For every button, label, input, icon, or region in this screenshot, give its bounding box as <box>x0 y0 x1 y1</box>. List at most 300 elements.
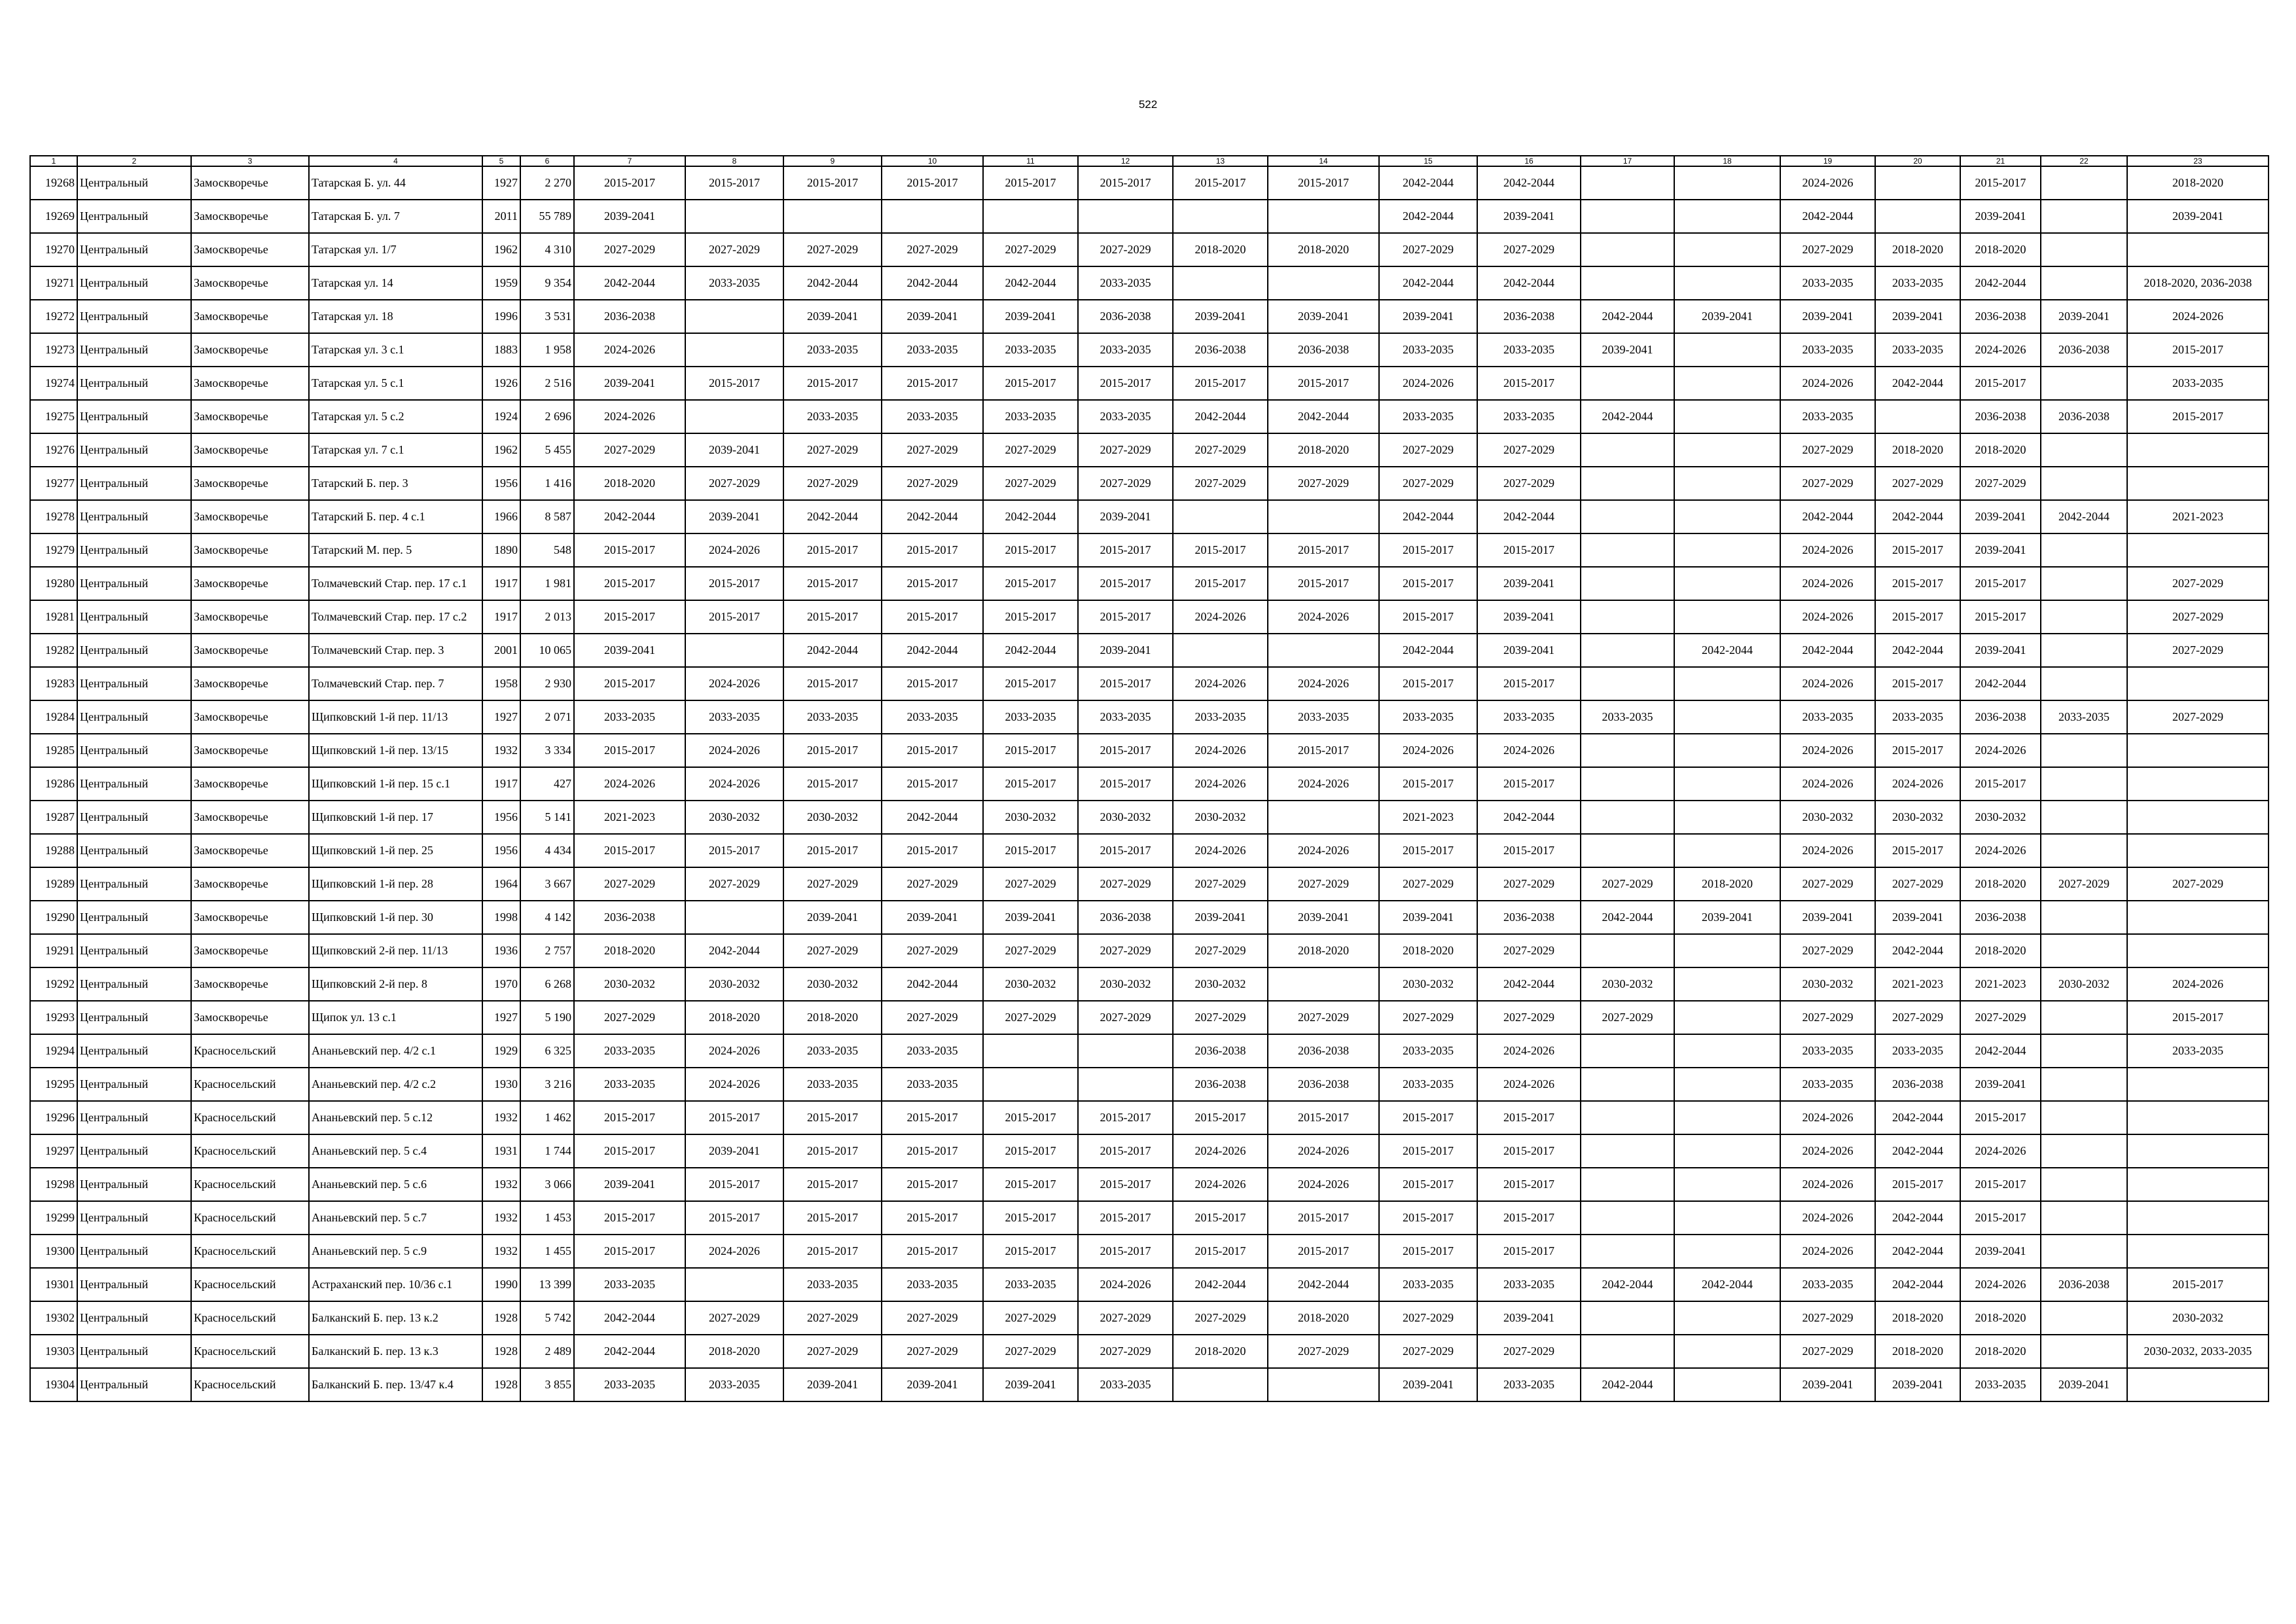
table-cell-col-8: 2024-2026 <box>685 734 783 767</box>
table-cell-col-4: Ананьевский пер. 5 с.6 <box>309 1168 482 1201</box>
table-row <box>30 834 2269 867</box>
table-cell-col-13: 2027-2029 <box>1173 1301 1268 1335</box>
table-cell-col-22: 2033-2035 <box>2041 700 2127 734</box>
table-cell-col-3: Замоскворечье <box>191 467 309 500</box>
table-cell-col-5: 1956 <box>482 467 520 500</box>
table-cell-col-22 <box>2041 266 2127 300</box>
column-number-2: 2 <box>77 156 191 166</box>
table-cell-col-23: 2024-2026 <box>2127 967 2269 1001</box>
column-number-19: 19 <box>1780 156 1875 166</box>
table-row <box>30 567 2269 600</box>
table-cell-col-9: 2015-2017 <box>783 367 882 400</box>
table-cell-col-10: 2027-2029 <box>882 1335 983 1368</box>
table-cell-col-1: 19289 <box>30 867 77 901</box>
table-cell-col-12: 2015-2017 <box>1078 1101 1173 1134</box>
table-cell-col-15: 2033-2035 <box>1379 700 1477 734</box>
table-cell-col-8: 2015-2017 <box>685 834 783 867</box>
table-cell-col-2: Центральный <box>77 266 191 300</box>
table-cell-col-18: 2039-2041 <box>1674 300 1780 333</box>
table-cell-col-21: 2039-2041 <box>1960 533 2041 567</box>
table-cell-col-9: 2015-2017 <box>783 734 882 767</box>
table-cell-col-11: 2027-2029 <box>983 233 1078 266</box>
table-cell-col-13: 2030-2032 <box>1173 801 1268 834</box>
table-cell-col-16: 2039-2041 <box>1477 634 1581 667</box>
table-cell-col-6: 8 587 <box>520 500 574 533</box>
table-cell-col-22 <box>2041 200 2127 233</box>
table-cell-col-1: 19278 <box>30 500 77 533</box>
table-cell-col-1: 19299 <box>30 1201 77 1235</box>
table-cell-col-3: Замоскворечье <box>191 667 309 700</box>
table-cell-col-6: 2 516 <box>520 367 574 400</box>
table-cell-col-21: 2015-2017 <box>1960 1201 2041 1235</box>
table-cell-col-21: 2021-2023 <box>1960 967 2041 1001</box>
table-cell-col-9: 2027-2029 <box>783 233 882 266</box>
table-cell-col-3: Замоскворечье <box>191 500 309 533</box>
table-cell-col-1: 19268 <box>30 166 77 200</box>
table-cell-col-4: Щипковский 2-й пер. 11/13 <box>309 934 482 967</box>
table-cell-col-21: 2015-2017 <box>1960 367 2041 400</box>
table-cell-col-9: 2027-2029 <box>783 1335 882 1368</box>
table-cell-col-9: 2015-2017 <box>783 600 882 634</box>
table-cell-col-2: Центральный <box>77 867 191 901</box>
table-cell-col-12: 2027-2029 <box>1078 1335 1173 1368</box>
table-cell-col-8: 2039-2041 <box>685 500 783 533</box>
table-cell-col-18 <box>1674 1101 1780 1134</box>
table-cell-col-11: 2015-2017 <box>983 1201 1078 1235</box>
table-cell-col-14: 2018-2020 <box>1268 233 1379 266</box>
table-cell-col-5: 1927 <box>482 1001 520 1034</box>
column-number-11: 11 <box>983 156 1078 166</box>
table-cell-col-4: Астраханский пер. 10/36 с.1 <box>309 1268 482 1301</box>
table-cell-col-15: 2033-2035 <box>1379 1034 1477 1068</box>
table-cell-col-20: 2018-2020 <box>1875 433 1960 467</box>
table-cell-col-10: 2027-2029 <box>882 1001 983 1034</box>
table-cell-col-18 <box>1674 667 1780 700</box>
table-row <box>30 1168 2269 1201</box>
table-cell-col-14: 2036-2038 <box>1268 1068 1379 1101</box>
table-cell-col-22 <box>2041 634 2127 667</box>
table-cell-col-6: 2 071 <box>520 700 574 734</box>
table-cell-col-12 <box>1078 1034 1173 1068</box>
table-cell-col-9: 2042-2044 <box>783 500 882 533</box>
table-cell-col-13: 2027-2029 <box>1173 867 1268 901</box>
table-cell-col-21: 2039-2041 <box>1960 1068 2041 1101</box>
table-cell-col-2: Центральный <box>77 1168 191 1201</box>
table-cell-col-13: 2015-2017 <box>1173 1201 1268 1235</box>
table-cell-col-16: 2033-2035 <box>1477 333 1581 367</box>
table-cell-col-6: 1 981 <box>520 567 574 600</box>
table-cell-col-11: 2015-2017 <box>983 767 1078 801</box>
table-cell-col-14 <box>1268 634 1379 667</box>
table-cell-col-16: 2042-2044 <box>1477 801 1581 834</box>
table-cell-col-22 <box>2041 166 2127 200</box>
table-cell-col-20: 2039-2041 <box>1875 901 1960 934</box>
table-cell-col-12: 2036-2038 <box>1078 300 1173 333</box>
table-cell-col-19: 2033-2035 <box>1780 700 1875 734</box>
table-cell-col-4: Татарская Б. ул. 7 <box>309 200 482 233</box>
table-cell-col-7: 2039-2041 <box>574 200 685 233</box>
table-cell-col-17 <box>1581 200 1674 233</box>
table-cell-col-19: 2027-2029 <box>1780 1301 1875 1335</box>
table-cell-col-10: 2039-2041 <box>882 1368 983 1401</box>
table-cell-col-7: 2042-2044 <box>574 1335 685 1368</box>
table-cell-col-19: 2027-2029 <box>1780 1335 1875 1368</box>
table-cell-col-18 <box>1674 400 1780 433</box>
table-cell-col-1: 19270 <box>30 233 77 266</box>
table-cell-col-9: 2027-2029 <box>783 867 882 901</box>
table-cell-col-19: 2024-2026 <box>1780 734 1875 767</box>
table-cell-col-2: Центральный <box>77 934 191 967</box>
table-cell-col-18 <box>1674 700 1780 734</box>
table-cell-col-19: 2027-2029 <box>1780 867 1875 901</box>
table-cell-col-23 <box>2127 767 2269 801</box>
table-cell-col-1: 19297 <box>30 1134 77 1168</box>
table-cell-col-2: Центральный <box>77 433 191 467</box>
table-cell-col-20: 2018-2020 <box>1875 1301 1960 1335</box>
column-number-row <box>30 156 2269 166</box>
table-cell-col-21: 2039-2041 <box>1960 200 2041 233</box>
column-number-7: 7 <box>574 156 685 166</box>
table-cell-col-10: 2033-2035 <box>882 400 983 433</box>
table-cell-col-11 <box>983 1068 1078 1101</box>
table-cell-col-9: 2030-2032 <box>783 967 882 1001</box>
table-cell-col-12: 2027-2029 <box>1078 433 1173 467</box>
table-cell-col-12: 2015-2017 <box>1078 1134 1173 1168</box>
table-cell-col-13: 2027-2029 <box>1173 433 1268 467</box>
table-cell-col-20: 2015-2017 <box>1875 600 1960 634</box>
table-cell-col-23: 2027-2029 <box>2127 567 2269 600</box>
table-cell-col-14: 2033-2035 <box>1268 700 1379 734</box>
table-cell-col-5: 1936 <box>482 934 520 967</box>
table-cell-col-9: 2039-2041 <box>783 1368 882 1401</box>
table-cell-col-5: 1970 <box>482 967 520 1001</box>
table-cell-col-10: 2027-2029 <box>882 433 983 467</box>
table-cell-col-3: Красносельский <box>191 1134 309 1168</box>
table-cell-col-18 <box>1674 533 1780 567</box>
table-cell-col-4: Татарская ул. 1/7 <box>309 233 482 266</box>
table-cell-col-1: 19281 <box>30 600 77 634</box>
table-cell-col-3: Замоскворечье <box>191 700 309 734</box>
table-cell-col-8: 2027-2029 <box>685 867 783 901</box>
table-cell-col-7: 2027-2029 <box>574 867 685 901</box>
table-cell-col-14 <box>1268 967 1379 1001</box>
table-cell-col-2: Центральный <box>77 467 191 500</box>
table-cell-col-15: 2030-2032 <box>1379 967 1477 1001</box>
table-cell-col-8 <box>685 400 783 433</box>
table-cell-col-19: 2042-2044 <box>1780 634 1875 667</box>
table-cell-col-10: 2015-2017 <box>882 166 983 200</box>
table-cell-col-16: 2036-2038 <box>1477 300 1581 333</box>
table-cell-col-14: 2015-2017 <box>1268 367 1379 400</box>
table-cell-col-1: 19282 <box>30 634 77 667</box>
table-cell-col-22 <box>2041 1201 2127 1235</box>
table-cell-col-5: 1998 <box>482 901 520 934</box>
table-cell-col-21: 2036-2038 <box>1960 400 2041 433</box>
table-cell-col-6: 4 434 <box>520 834 574 867</box>
table-cell-col-23: 2015-2017 <box>2127 1001 2269 1034</box>
table-cell-col-1: 19275 <box>30 400 77 433</box>
table-cell-col-13: 2042-2044 <box>1173 400 1268 433</box>
table-cell-col-21: 2039-2041 <box>1960 1235 2041 1268</box>
table-cell-col-6: 5 141 <box>520 801 574 834</box>
table-cell-col-11: 2015-2017 <box>983 533 1078 567</box>
table-cell-col-22 <box>2041 1301 2127 1335</box>
table-cell-col-7: 2015-2017 <box>574 1201 685 1235</box>
table-row <box>30 1134 2269 1168</box>
table-cell-col-14: 2024-2026 <box>1268 667 1379 700</box>
table-cell-col-4: Татарская ул. 7 с.1 <box>309 433 482 467</box>
table-cell-col-3: Замоскворечье <box>191 801 309 834</box>
table-cell-col-6: 6 268 <box>520 967 574 1001</box>
table-cell-col-2: Центральный <box>77 166 191 200</box>
table-cell-col-8: 2030-2032 <box>685 967 783 1001</box>
table-cell-col-22 <box>2041 834 2127 867</box>
table-cell-col-7: 2024-2026 <box>574 400 685 433</box>
table-cell-col-9: 2015-2017 <box>783 1201 882 1235</box>
table-cell-col-7: 2015-2017 <box>574 533 685 567</box>
table-cell-col-9: 2039-2041 <box>783 300 882 333</box>
table-cell-col-10: 2033-2035 <box>882 1034 983 1068</box>
table-cell-col-7: 2015-2017 <box>574 734 685 767</box>
table-cell-col-17 <box>1581 1068 1674 1101</box>
table-cell-col-7: 2027-2029 <box>574 233 685 266</box>
table-cell-col-2: Центральный <box>77 1101 191 1134</box>
table-cell-col-1: 19269 <box>30 200 77 233</box>
table-cell-col-3: Замоскворечье <box>191 834 309 867</box>
column-number-12: 12 <box>1078 156 1173 166</box>
table-cell-col-6: 1 958 <box>520 333 574 367</box>
table-cell-col-16: 2024-2026 <box>1477 1068 1581 1101</box>
table-cell-col-6: 2 930 <box>520 667 574 700</box>
table-cell-col-7: 2042-2044 <box>574 1301 685 1335</box>
table-cell-col-7: 2021-2023 <box>574 801 685 834</box>
table-cell-col-4: Щипковский 1-й пер. 30 <box>309 901 482 934</box>
table-cell-col-20: 2015-2017 <box>1875 567 1960 600</box>
table-cell-col-16: 2015-2017 <box>1477 367 1581 400</box>
table-cell-col-17 <box>1581 1101 1674 1134</box>
table-cell-col-1: 19287 <box>30 801 77 834</box>
table-cell-col-23 <box>2127 1235 2269 1268</box>
table-cell-col-4: Татарская ул. 18 <box>309 300 482 333</box>
table-cell-col-12: 2027-2029 <box>1078 867 1173 901</box>
table-cell-col-14: 2015-2017 <box>1268 1201 1379 1235</box>
table-cell-col-12: 2015-2017 <box>1078 1201 1173 1235</box>
table-cell-col-10: 2015-2017 <box>882 767 983 801</box>
table-cell-col-17: 2039-2041 <box>1581 333 1674 367</box>
table-cell-col-1: 19274 <box>30 367 77 400</box>
table-cell-col-20: 2015-2017 <box>1875 834 1960 867</box>
table-cell-col-21: 2018-2020 <box>1960 433 2041 467</box>
table-cell-col-2: Центральный <box>77 1034 191 1068</box>
table-cell-col-5: 1932 <box>482 734 520 767</box>
table-cell-col-3: Замоскворечье <box>191 734 309 767</box>
table-cell-col-11: 2033-2035 <box>983 400 1078 433</box>
table-cell-col-23: 2024-2026 <box>2127 300 2269 333</box>
table-cell-col-1: 19301 <box>30 1268 77 1301</box>
table-cell-col-10: 2015-2017 <box>882 1168 983 1201</box>
table-cell-col-17 <box>1581 1201 1674 1235</box>
page-number: 522 <box>1138 98 1158 111</box>
table-cell-col-13: 2015-2017 <box>1173 567 1268 600</box>
table-cell-col-19: 2039-2041 <box>1780 901 1875 934</box>
table-cell-col-16: 2042-2044 <box>1477 266 1581 300</box>
table-cell-col-2: Центральный <box>77 1368 191 1401</box>
table-cell-col-13: 2024-2026 <box>1173 1168 1268 1201</box>
table-cell-col-5: 1917 <box>482 567 520 600</box>
table-cell-col-3: Замоскворечье <box>191 166 309 200</box>
table-cell-col-22 <box>2041 1068 2127 1101</box>
table-cell-col-19: 2024-2026 <box>1780 667 1875 700</box>
table-cell-col-14: 2015-2017 <box>1268 734 1379 767</box>
table-cell-col-17 <box>1581 1335 1674 1368</box>
table-cell-col-19: 2042-2044 <box>1780 500 1875 533</box>
table-cell-col-7: 2015-2017 <box>574 667 685 700</box>
table-cell-col-1: 19279 <box>30 533 77 567</box>
table-cell-col-9: 2018-2020 <box>783 1001 882 1034</box>
table-cell-col-22 <box>2041 367 2127 400</box>
table-cell-col-23 <box>2127 734 2269 767</box>
table-cell-col-18 <box>1674 567 1780 600</box>
table-cell-col-19: 2030-2032 <box>1780 967 1875 1001</box>
table-cell-col-8: 2027-2029 <box>685 233 783 266</box>
table-cell-col-9: 2015-2017 <box>783 834 882 867</box>
table-row <box>30 1001 2269 1034</box>
table-cell-col-8 <box>685 200 783 233</box>
table-cell-col-12: 2033-2035 <box>1078 400 1173 433</box>
table-cell-col-2: Центральный <box>77 200 191 233</box>
table-row <box>30 634 2269 667</box>
table-cell-col-23 <box>2127 433 2269 467</box>
table-cell-col-22 <box>2041 467 2127 500</box>
table-cell-col-6: 3 531 <box>520 300 574 333</box>
table-cell-col-23: 2027-2029 <box>2127 700 2269 734</box>
table-cell-col-21: 2036-2038 <box>1960 700 2041 734</box>
column-number-15: 15 <box>1379 156 1477 166</box>
table-cell-col-6: 2 489 <box>520 1335 574 1368</box>
table-cell-col-17 <box>1581 567 1674 600</box>
table-cell-col-11: 2015-2017 <box>983 166 1078 200</box>
table-cell-col-17 <box>1581 533 1674 567</box>
table-cell-col-5: 1927 <box>482 700 520 734</box>
table-cell-col-15: 2024-2026 <box>1379 734 1477 767</box>
table-cell-col-15: 2027-2029 <box>1379 467 1477 500</box>
table-cell-col-2: Центральный <box>77 1301 191 1335</box>
table-cell-col-20: 2033-2035 <box>1875 700 1960 734</box>
table-cell-col-4: Татарская ул. 5 с.1 <box>309 367 482 400</box>
table-cell-col-3: Замоскворечье <box>191 634 309 667</box>
table-cell-col-17: 2042-2044 <box>1581 901 1674 934</box>
table-cell-col-15: 2039-2041 <box>1379 1368 1477 1401</box>
table-cell-col-2: Центральный <box>77 367 191 400</box>
table-cell-col-15: 2015-2017 <box>1379 1134 1477 1168</box>
table-cell-col-14: 2036-2038 <box>1268 1034 1379 1068</box>
table-cell-col-4: Толмачевский Стар. пер. 3 <box>309 634 482 667</box>
table-cell-col-7: 2033-2035 <box>574 1268 685 1301</box>
table-cell-col-22 <box>2041 901 2127 934</box>
table-cell-col-15: 2015-2017 <box>1379 834 1477 867</box>
table-cell-col-23: 2015-2017 <box>2127 333 2269 367</box>
table-cell-col-21: 2042-2044 <box>1960 266 2041 300</box>
table-row <box>30 901 2269 934</box>
table-cell-col-16: 2042-2044 <box>1477 500 1581 533</box>
column-number-23: 23 <box>2127 156 2269 166</box>
table-cell-col-5: 1966 <box>482 500 520 533</box>
table-cell-col-5: 1932 <box>482 1168 520 1201</box>
table-row <box>30 801 2269 834</box>
table-cell-col-2: Центральный <box>77 767 191 801</box>
table-cell-col-4: Толмачевский Стар. пер. 17 с.2 <box>309 600 482 634</box>
table-cell-col-14: 2024-2026 <box>1268 767 1379 801</box>
table-cell-col-14: 2039-2041 <box>1268 901 1379 934</box>
table-cell-col-12: 2015-2017 <box>1078 834 1173 867</box>
table-cell-col-6: 3 667 <box>520 867 574 901</box>
table-cell-col-5: 1958 <box>482 667 520 700</box>
table-cell-col-20: 2018-2020 <box>1875 1335 1960 1368</box>
table-cell-col-9: 2033-2035 <box>783 1268 882 1301</box>
table-cell-col-2: Центральный <box>77 500 191 533</box>
table-cell-col-22: 2039-2041 <box>2041 300 2127 333</box>
table-cell-col-19: 2033-2035 <box>1780 266 1875 300</box>
table-cell-col-20: 2042-2044 <box>1875 1101 1960 1134</box>
table-cell-col-22: 2042-2044 <box>2041 500 2127 533</box>
table-cell-col-17: 2033-2035 <box>1581 700 1674 734</box>
table-cell-col-19: 2033-2035 <box>1780 1034 1875 1068</box>
table-cell-col-10: 2039-2041 <box>882 300 983 333</box>
column-number-14: 14 <box>1268 156 1379 166</box>
table-cell-col-7: 2036-2038 <box>574 300 685 333</box>
table-cell-col-7: 2015-2017 <box>574 1101 685 1134</box>
table-cell-col-22 <box>2041 567 2127 600</box>
table-cell-col-13: 2024-2026 <box>1173 600 1268 634</box>
table-cell-col-17 <box>1581 367 1674 400</box>
table-cell-col-8 <box>685 333 783 367</box>
table-cell-col-5: 1956 <box>482 834 520 867</box>
table-cell-col-10: 2027-2029 <box>882 1301 983 1335</box>
table-cell-col-16: 2039-2041 <box>1477 567 1581 600</box>
table-cell-col-5: 2001 <box>482 634 520 667</box>
table-cell-col-15: 2027-2029 <box>1379 1335 1477 1368</box>
table-cell-col-3: Замоскворечье <box>191 200 309 233</box>
table-cell-col-14: 2042-2044 <box>1268 400 1379 433</box>
table-cell-col-10: 2033-2035 <box>882 333 983 367</box>
table-cell-col-15: 2042-2044 <box>1379 634 1477 667</box>
table-cell-col-5: 1996 <box>482 300 520 333</box>
table-cell-col-2: Центральный <box>77 801 191 834</box>
table-cell-col-14: 2024-2026 <box>1268 600 1379 634</box>
column-number-13: 13 <box>1173 156 1268 166</box>
table-cell-col-5: 1883 <box>482 333 520 367</box>
table-cell-col-6: 3 066 <box>520 1168 574 1201</box>
table-cell-col-11: 2027-2029 <box>983 433 1078 467</box>
table-cell-col-22 <box>2041 1101 2127 1134</box>
table-cell-col-9: 2015-2017 <box>783 1101 882 1134</box>
table-cell-col-13: 2024-2026 <box>1173 1134 1268 1168</box>
table-cell-col-10: 2033-2035 <box>882 1068 983 1101</box>
table-cell-col-4: Татарский М. пер. 5 <box>309 533 482 567</box>
table-cell-col-2: Центральный <box>77 1134 191 1168</box>
table-cell-col-18: 2039-2041 <box>1674 901 1780 934</box>
table-cell-col-5: 1917 <box>482 600 520 634</box>
table-cell-col-21: 2024-2026 <box>1960 1134 2041 1168</box>
table-cell-col-14: 2036-2038 <box>1268 333 1379 367</box>
table-cell-col-5: 1890 <box>482 533 520 567</box>
table-cell-col-20: 2033-2035 <box>1875 1034 1960 1068</box>
table-cell-col-12: 2015-2017 <box>1078 166 1173 200</box>
table-cell-col-19: 2033-2035 <box>1780 1068 1875 1101</box>
table-cell-col-18 <box>1674 767 1780 801</box>
table-cell-col-15: 2042-2044 <box>1379 200 1477 233</box>
table-cell-col-8 <box>685 901 783 934</box>
